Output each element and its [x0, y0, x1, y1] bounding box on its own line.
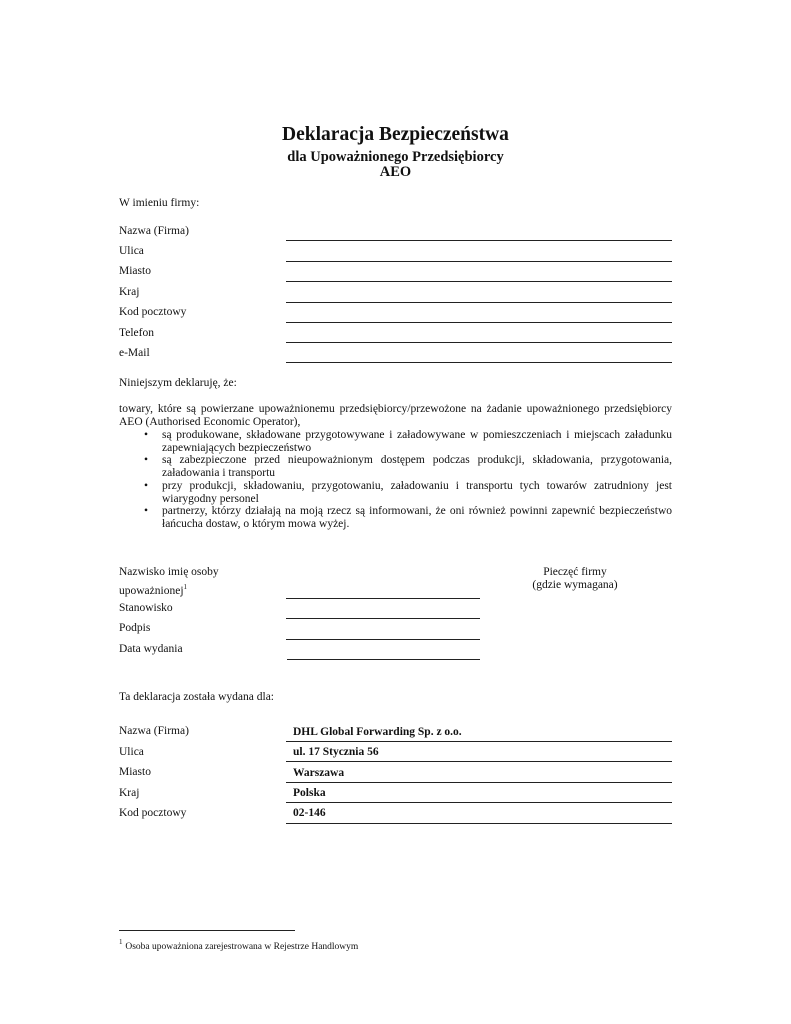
declaration-bullet: • są produkowane, składowane przygotowywane i załadowywane w pomieszczeniach i miejscach załadunku zapewniających bezpieczeństwo: [144, 429, 672, 454]
issued-name-label: Nazwa (Firma): [119, 725, 189, 737]
company-city-label: Miasto: [119, 265, 151, 277]
declaration-bullet: • partnerzy, którzy działają na moją rzecz są informowani, że oni również powinni zapewnić bezpieczeństwo łańcucha dostaw, o którym mowa wyżej.: [144, 505, 672, 530]
signer-name-label-line2: upoważnionej$^1$: [119, 583, 188, 597]
company-name-label: Nazwa (Firma): [119, 225, 189, 237]
issued-city-underline: [286, 782, 672, 783]
declaration-bullet-list: [119, 429, 672, 531]
issued-postcode-value: 02-146: [293, 807, 326, 819]
company-postcode-label: Kod pocztowy: [119, 306, 187, 318]
signer-name-label-line1: Nazwisko imię osoby: [119, 566, 219, 578]
bullet-icon: •: [144, 429, 149, 441]
issued-city-value: Warszawa: [293, 767, 345, 779]
signer-date-field[interactable]: [287, 659, 480, 660]
company-email-field[interactable]: [286, 362, 672, 363]
footnote-mark: 1: [119, 938, 123, 946]
declaration-bullet: • są zabezpieczone przed nieupoważnionym dostępem podczas produkcji, składowania, przygotowania, załadowania i transportu: [144, 454, 672, 480]
issued-country-underline: [286, 802, 672, 803]
issued-postcode-underline: [286, 823, 672, 824]
document-title: Deklaracja Bezpieczeństwa: [282, 124, 509, 145]
company-phone-label: Telefon: [119, 327, 154, 339]
company-country-field[interactable]: [286, 302, 672, 303]
declaration-intro: Niniejszym deklaruję, że:: [119, 377, 237, 389]
footnote-separator: [119, 930, 295, 931]
declaration-bullet: • przy produkcji, składowaniu, przygotowaniu, załadowaniu i transportu tych towarów zatrudniony jest wiarygodny personel: [144, 479, 672, 505]
issued-street-value: ul. 17 Stycznia 56: [293, 746, 379, 758]
company-postcode-field[interactable]: [286, 322, 672, 323]
issued-country-label: Kraj: [119, 787, 140, 799]
company-street-field[interactable]: [286, 261, 672, 262]
signer-position-label: Stanowisko: [119, 602, 173, 614]
company-country-label: Kraj: [119, 286, 140, 298]
signer-signature-field[interactable]: [286, 639, 480, 640]
footnote: [119, 938, 358, 952]
issued-country-value: Polska: [293, 787, 326, 799]
company-name-field[interactable]: [286, 240, 672, 241]
footnote-text: Osoba upoważniona zarejestrowana w Rejestrze Handlowym: [125, 941, 359, 952]
signer-signature-label: Podpis: [119, 622, 151, 634]
issued-name-value: DHL Global Forwarding Sp. z o.o.: [293, 726, 462, 738]
company-city-field[interactable]: [286, 281, 672, 282]
issued-city-label: Miasto: [119, 766, 151, 778]
company-street-label: Ulica: [119, 245, 144, 257]
bullet-icon: •: [144, 479, 149, 492]
document-subtitle-aeo: AEO: [379, 164, 412, 180]
issued-street-underline: [286, 761, 672, 762]
declaration-text: towary, które są powierzane upoważnionemu przedsiębiorcy/przewożone na żadanie upoważnionego przedsiębiorcy AEO (Authorised Economic Operator),: [119, 403, 672, 428]
issued-intro: Ta deklaracja została wydana dla:: [119, 691, 275, 703]
company-phone-field[interactable]: [286, 342, 672, 343]
bullet-icon: •: [144, 505, 149, 518]
signer-position-field[interactable]: [286, 618, 480, 619]
issued-street-label: Ulica: [119, 746, 144, 758]
company-stamp-label: Pieczęć firmy (gdzie wymagana): [532, 566, 618, 591]
signer-date-label: Data wydania: [119, 643, 183, 655]
document-subtitle: dla Upoważnionego Przedsiębiorcy: [287, 149, 504, 165]
issued-name-underline: [286, 741, 672, 742]
company-email-label: e-Mail: [119, 347, 150, 359]
company-intro: W imieniu firmy:: [119, 197, 200, 209]
issued-postcode-label: Kod pocztowy: [119, 807, 187, 819]
footnote-ref: 1: [183, 583, 188, 591]
signer-name-field[interactable]: [286, 598, 480, 599]
bullet-icon: •: [144, 454, 149, 467]
